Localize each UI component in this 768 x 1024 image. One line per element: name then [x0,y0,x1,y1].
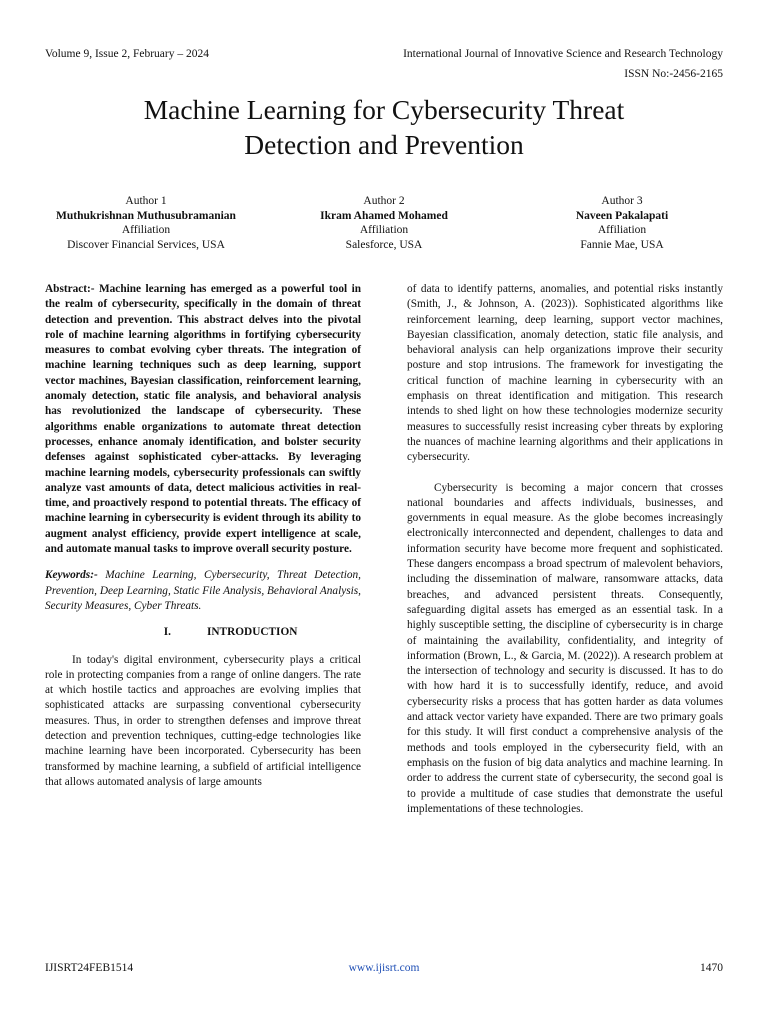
section-heading [45,625,361,640]
author-name: Ikram Ahamed Mohamed [320,209,448,222]
cybersecurity-paragraph: Cybersecurity is becoming a major concern that crosses national boundaries and affects individuals, businesses, and governments in equal measure. As the globe becomes increasingly electronically interconnected and dependent, challenges to data and information security have become more frequent and sophisticated. These dangers encompass a broad spectrum of malevolent behaviors, including the dissemination of malware, ransomware attacks, data breaches, and advanced persistent threats. Consequently, safeguarding digital assets has emerged as an essential task. In a highly susceptible setting, the discipline of cybersecurity is in charge of maintaining the availability, confidentiality, and integrity of information (Brown, L., & Garcia, M. (2022)). A research problem at the intersection of technology and security is discussed. It has to do with how hard it is to successfully identify, reduce, and avoid cybersecurity risks a process that has gotten harder as data volumes and attack vector variety have expanded. There are two primary goals for this study. It will first conduct a comprehensive analysis of the methods and tools employed in the cybersecurity field, with an emphasis on the fusion of big data analytics and machine learning. In order to address the current state of cybersecurity, the second goal is to provide a multitude of case studies that demonstrate the useful implementations of these technologies. [407,481,723,815]
author-affiliation: Fannie Mae, USA [580,238,664,251]
author-name: Muthukrishnan Muthusubramanian [56,209,236,222]
author-block-2 [264,194,504,252]
section-number: I. [163,626,171,639]
intro-paragraph: In today's digital environment, cybersecurity plays a critical role in protecting companies from a range of online dangers. The rate at which hostile tactics and approaches are evolving implies that sophisticated attacks are surpassing conventional cybersecurity measures. Thus, in order to strengthen defenses and improve threat detection and prevention techniques, cutting-edge technologies like machine learning have been incorporated. Cybersecurity has been transformed by machine learning, a subfield of artificial intelligence that allows automated analysis of large amounts [45,653,361,788]
author-block-3 [502,194,742,252]
page-number: 1470 [700,962,723,974]
paper-title-line-2: Detection and Prevention [244,129,524,160]
affiliation-label: Affiliation [597,224,647,237]
affiliation-label: Affiliation [121,224,171,237]
keywords-label: Keywords:- [45,569,98,582]
abstract: Abstract:- Machine learning has emerged as a powerful tool in the realm of cybersecurity, specifically in the domain of threat detection and prevention. This abstract delves into the pivotal role of machine learning algorithms in fortifying cybersecurity measures to combat evolving cyber threats. The integration of machine learning techniques such as deep learning, support vector machines, Bayesian classification, reinforcement learning, anomaly detection, static file analysis, and behavioral analysis has revolutionized the landscape of cybersecurity. These algorithms enable organizations to automate threat detection processes, enhance anomaly identification, and bolster security defenses against sophisticated cyber-attacks. By leveraging machine learning models, cybersecurity professionals can swiftly analyze vast amounts of data, detect malicious activities in real-time, and proactively respond to potential threats. The efficacy of machine learning in cybersecurity is evident through its ability to augment analyst efficiency, provide expert intelligence at scale, and automate manual tasks to improve overall security posture. [45,283,361,556]
keywords [45,568,361,614]
affiliation-label: Affiliation [359,224,409,237]
journal-issn: ISSN No:-2456-2165 [624,68,723,80]
author-affiliation: Salesforce, USA [345,238,423,251]
paper-id: IJISRT24FEB1514 [45,962,134,974]
author-label: Author 1 [125,195,167,207]
keywords-list: Machine Learning, Cybersecurity, Threat Detection, Prevention, Deep Learning, Static File Analysis, Behavioral Analysis, Security Measures, Cyber Threats. [45,569,361,612]
author-affiliation: Discover Financial Services, USA [67,238,225,251]
left-column [45,282,361,790]
paper-title [0,92,768,162]
right-column [407,282,723,817]
website-link[interactable]: www.ijisrt.com [348,962,420,974]
paper-title-line-1: Machine Learning for Cybersecurity Threat [143,94,625,125]
author-label: Author 3 [601,195,643,207]
section-title: INTRODUCTION [207,626,298,639]
author-name: Naveen Pakalapati [575,209,669,222]
author-label: Author 2 [363,195,405,207]
journal-name: International Journal of Innovative Science and Research Technology [403,48,723,60]
intro-paragraph-continued: of data to identify patterns, anomalies, and potential risks instantly (Smith, J., & Johnson, A. (2023)). Sophisticated algorithms like reinforcement learning, deep learning, support vector machines, Bayesian classification, anomaly detection, static file analysis, and behavioral analysis can help organizations improve their security posture and stop intrusions. The framework for investigating the critical function of machine learning in cybersecurity with an emphasis on threat identification and mitigation. This research intends to shed light on how these technologies modernize security measures to successfully resist increasing cyber threats by exploring the nuances of machine learning algorithms and their applications in cybersecurity. [407,283,723,464]
journal-volume-issue: Volume 9, Issue 2, February – 2024 [45,48,209,60]
author-block-1 [26,194,266,252]
